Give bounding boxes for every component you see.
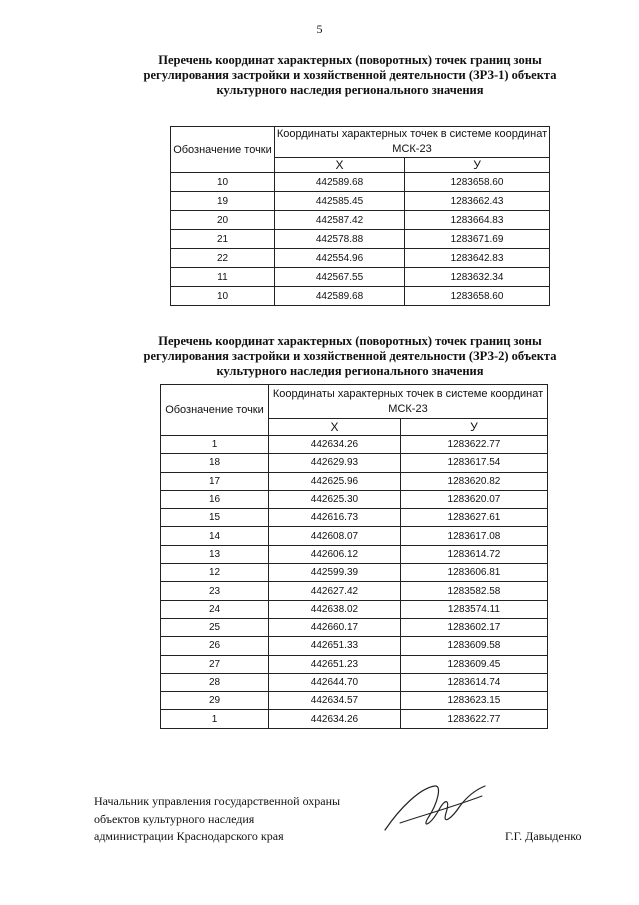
x-coordinate-cell: 442644.70 [269,673,401,691]
table-row [161,436,548,454]
x-coordinate-cell: 442634.26 [269,710,401,728]
table-row [161,454,548,472]
x-coordinate-cell: 442567.55 [275,268,405,287]
x-coordinate-cell: 442660.17 [269,618,401,636]
table-row [161,509,548,527]
point-cell: 18 [161,454,269,472]
table-row [161,637,548,655]
section-1-title-line: регулирования застройки и хозяйственной деятельности (ЗРЗ-1) объекта [143,68,557,82]
table-row [161,582,548,600]
point-cell: 26 [161,637,269,655]
column-header-point: Обозначение точки [161,385,269,436]
y-coordinate-cell: 1283664.83 [405,211,550,230]
x-coordinate-cell: 442627.42 [269,582,401,600]
y-coordinate-cell: 1283622.77 [400,436,547,454]
point-cell: 10 [171,287,275,306]
table-row [161,564,548,582]
y-coordinate-cell: 1283617.54 [400,454,547,472]
x-coordinate-cell: 442629.93 [269,454,401,472]
table-row [161,490,548,508]
column-header-point: Обозначение точки [171,127,275,173]
point-cell: 17 [161,472,269,490]
table-row [171,268,550,287]
y-coordinate-cell: 1283622.77 [400,710,547,728]
point-cell: 24 [161,600,269,618]
section-1-title [85,53,615,98]
x-coordinate-cell: 442554.96 [275,249,405,268]
table-row [161,527,548,545]
table-row [171,249,550,268]
y-coordinate-cell: 1283620.82 [400,472,547,490]
table-row [161,673,548,691]
point-cell: 28 [161,673,269,691]
footer-position-line: объектов культурного наследия [94,812,255,826]
x-coordinate-cell: 442625.96 [269,472,401,490]
point-cell: 14 [161,527,269,545]
point-cell: 10 [171,173,275,192]
table-row [161,618,548,636]
section-1-title-line: Перечень координат характерных (поворотных) точек границ зоны [158,53,542,67]
y-coordinate-cell: 1283627.61 [400,509,547,527]
y-coordinate-cell: 1283602.17 [400,618,547,636]
x-coordinate-cell: 442634.57 [269,692,401,710]
point-cell: 21 [171,230,275,249]
table-row [171,192,550,211]
y-coordinate-cell: 1283620.07 [400,490,547,508]
x-coordinate-cell: 442651.33 [269,637,401,655]
point-cell: 11 [171,268,275,287]
y-coordinate-cell: 1283662.43 [405,192,550,211]
signer-name: Г.Г. Давыденко [505,829,582,843]
section-2-title-line: регулирования застройки и хозяйственной деятельности (ЗРЗ-2) объекта [143,349,557,363]
point-cell: 25 [161,618,269,636]
x-coordinate-cell: 442625.30 [269,490,401,508]
point-cell: 20 [171,211,275,230]
x-coordinate-cell: 442589.68 [275,287,405,306]
table-row [161,655,548,673]
point-cell: 12 [161,564,269,582]
coordinates-table-zrz-2 [160,384,548,729]
y-coordinate-cell: 1283614.74 [400,673,547,691]
table-row [161,545,548,563]
x-coordinate-cell: 442634.26 [269,436,401,454]
column-header-coordinate-system: Координаты характерных точек в системе координат МСК-23 [269,385,548,419]
column-header-x: Х [269,419,401,436]
table-row [161,692,548,710]
y-coordinate-cell: 1283642.83 [405,249,550,268]
point-cell: 23 [161,582,269,600]
y-coordinate-cell: 1283606.81 [400,564,547,582]
section-2-title-line: Перечень координат характерных (поворотных) точек границ зоны [158,334,542,348]
point-cell: 16 [161,490,269,508]
y-coordinate-cell: 1283658.60 [405,173,550,192]
point-cell: 29 [161,692,269,710]
column-header-x: Х [275,158,405,173]
y-coordinate-cell: 1283609.45 [400,655,547,673]
y-coordinate-cell: 1283671.69 [405,230,550,249]
coordinates-table-zrz-1 [170,126,550,306]
point-cell: 22 [171,249,275,268]
point-cell: 15 [161,509,269,527]
point-cell: 27 [161,655,269,673]
column-header-y: У [405,158,550,173]
x-coordinate-cell: 442599.39 [269,564,401,582]
x-coordinate-cell: 442608.07 [269,527,401,545]
column-header-y: У [400,419,547,436]
handwritten-signature [380,778,490,838]
page-number: 5 [316,22,323,36]
y-coordinate-cell: 1283574.11 [400,600,547,618]
x-coordinate-cell: 442616.73 [269,509,401,527]
y-coordinate-cell: 1283658.60 [405,287,550,306]
point-cell: 19 [171,192,275,211]
section-2-title [85,334,615,379]
x-coordinate-cell: 442578.88 [275,230,405,249]
point-cell: 1 [161,436,269,454]
table-row [171,230,550,249]
table-row [161,600,548,618]
y-coordinate-cell: 1283632.34 [405,268,550,287]
y-coordinate-cell: 1283614.72 [400,545,547,563]
y-coordinate-cell: 1283617.08 [400,527,547,545]
section-1-title-line: культурного наследия регионального значения [216,83,484,97]
x-coordinate-cell: 442606.12 [269,545,401,563]
y-coordinate-cell: 1283582.58 [400,582,547,600]
table-row [161,710,548,728]
table-row [171,287,550,306]
footer-position-line: Начальник управления государственной охраны [94,794,341,808]
section-2-title-line: культурного наследия регионального значения [216,364,484,378]
column-header-coordinate-system: Координаты характерных точек в системе координат МСК-23 [275,127,550,158]
y-coordinate-cell: 1283623.15 [400,692,547,710]
x-coordinate-cell: 442587.42 [275,211,405,230]
x-coordinate-cell: 442638.02 [269,600,401,618]
x-coordinate-cell: 442651.23 [269,655,401,673]
x-coordinate-cell: 442589.68 [275,173,405,192]
table-row [171,173,550,192]
point-cell: 1 [161,710,269,728]
x-coordinate-cell: 442585.45 [275,192,405,211]
point-cell: 13 [161,545,269,563]
footer-position-line: администрации Краснодарского края [94,829,284,843]
table-row [161,472,548,490]
table-row [171,211,550,230]
y-coordinate-cell: 1283609.58 [400,637,547,655]
